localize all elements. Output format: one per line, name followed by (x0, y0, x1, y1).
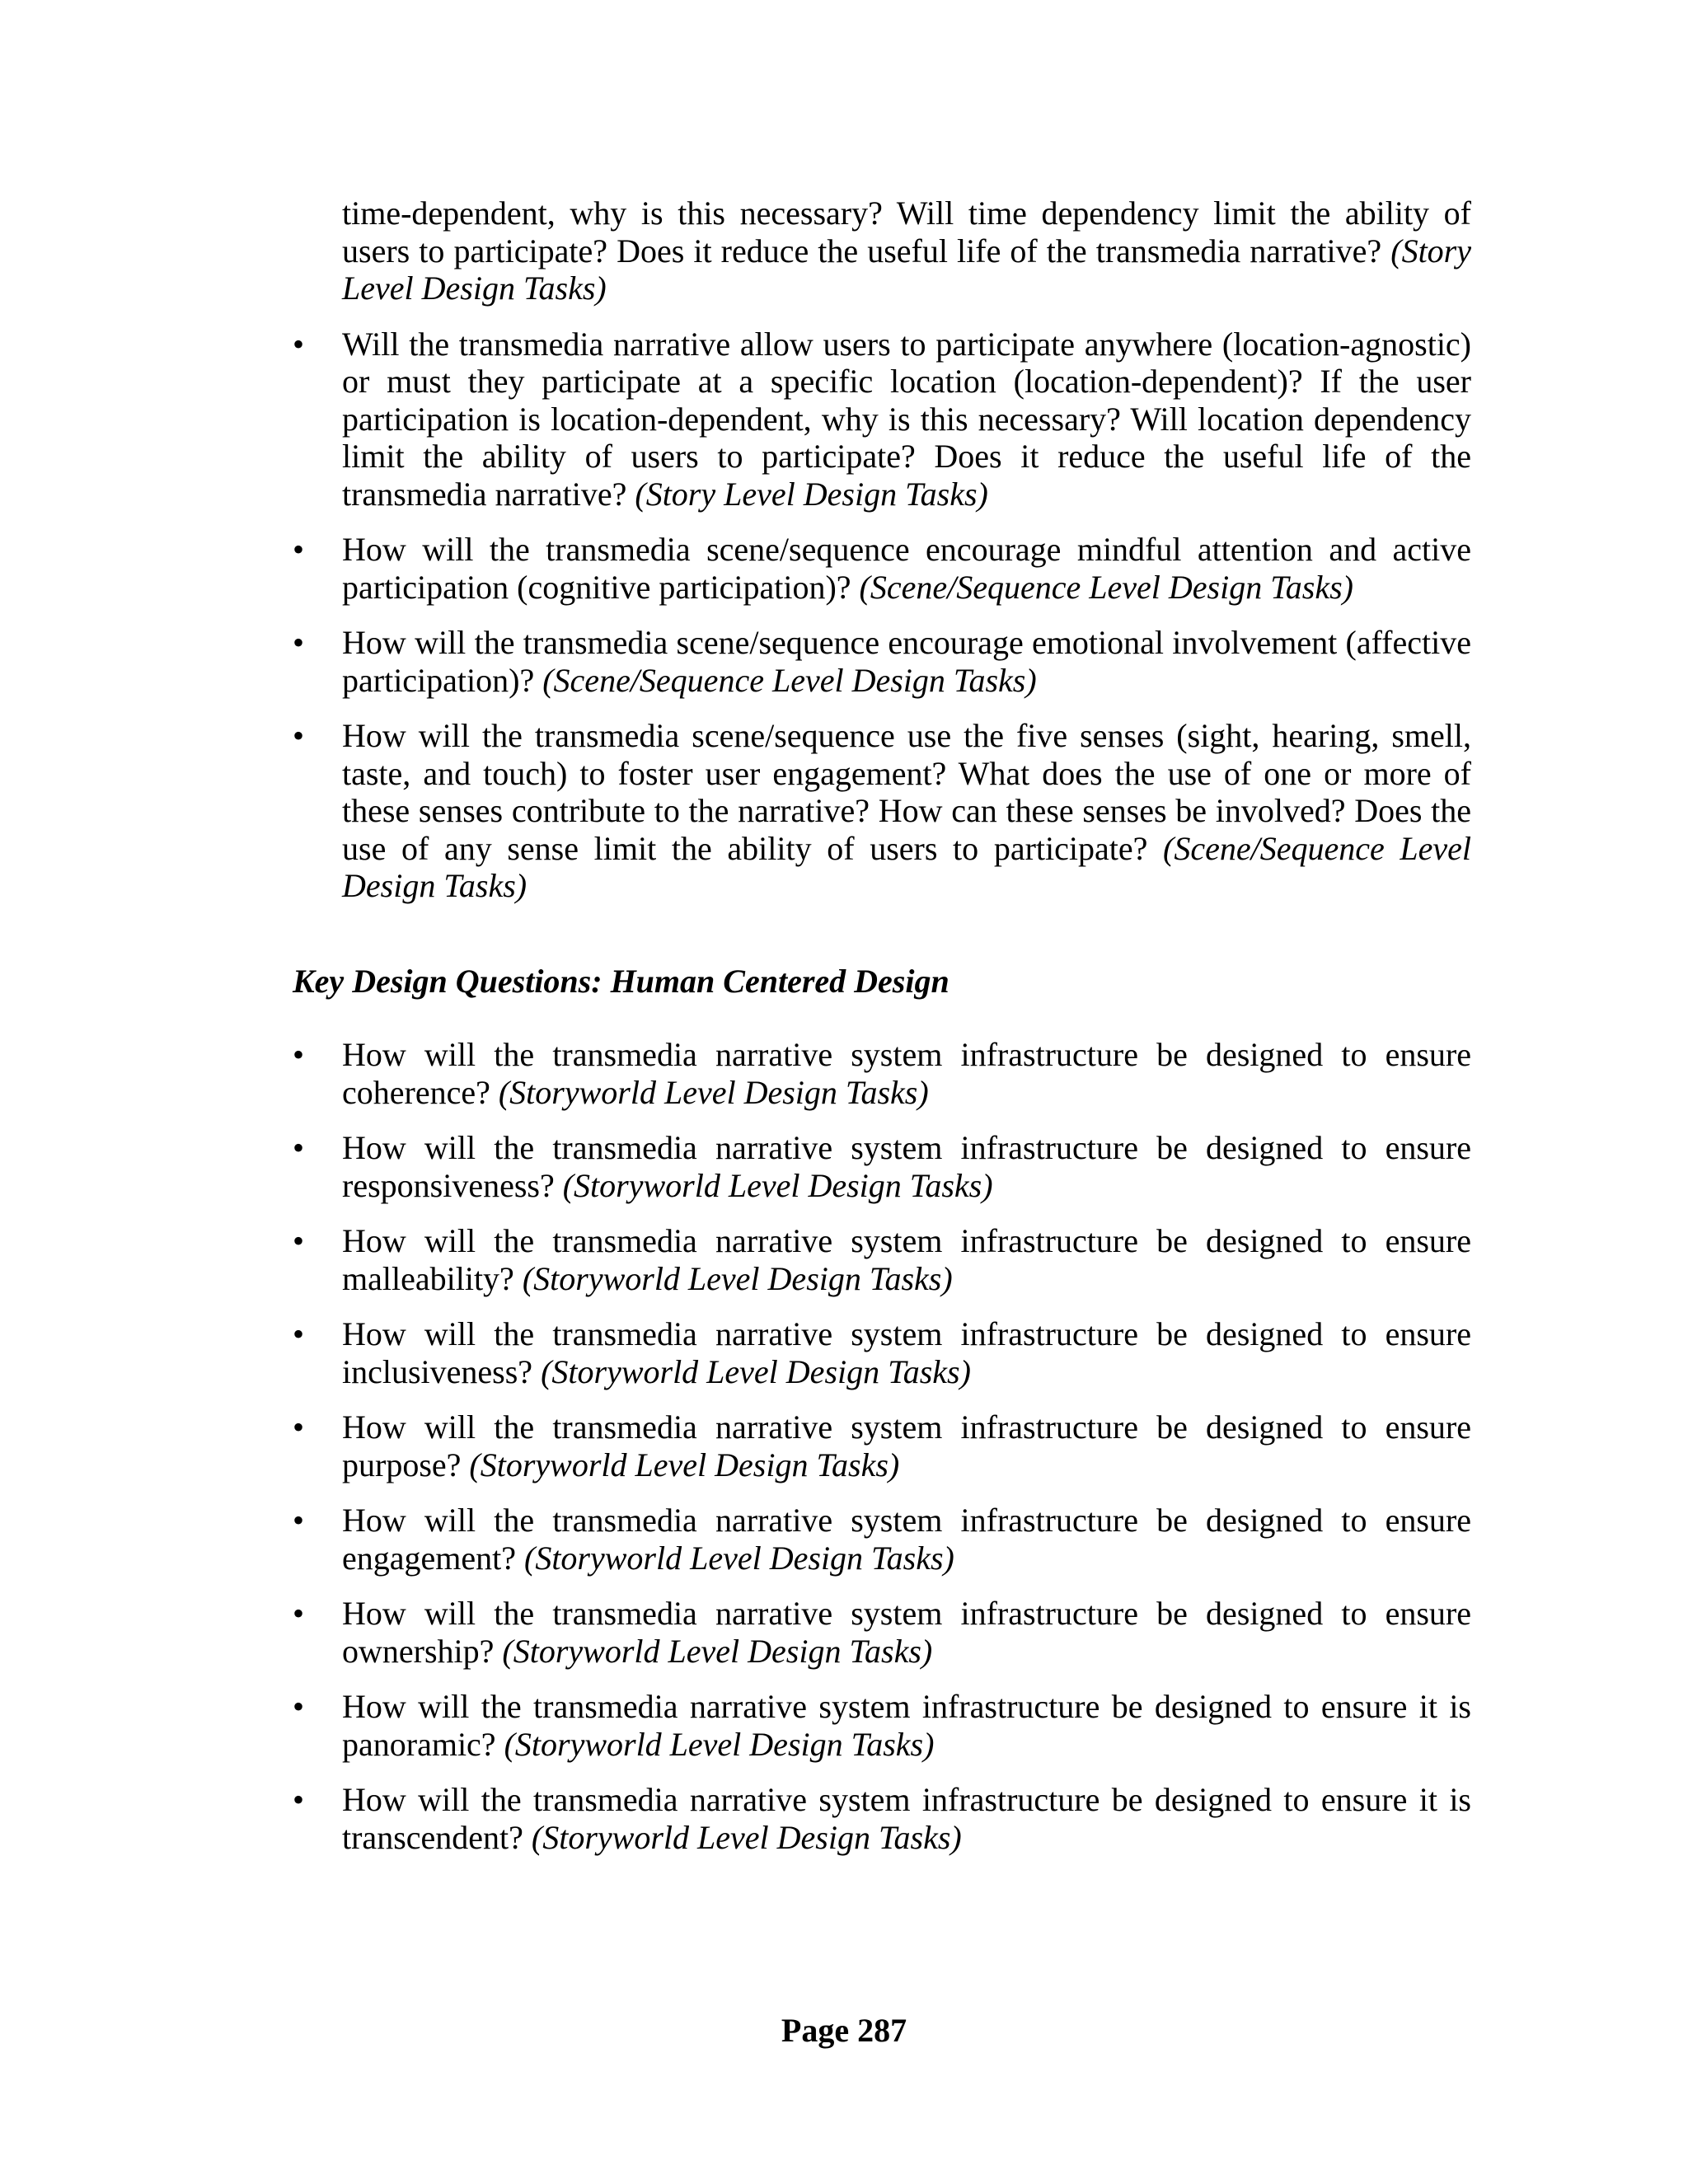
question-text: How will the transmedia narrative system infrastructure be designed to ensure ownership? (342, 1595, 1471, 1670)
question-text: How will the transmedia scene/sequence encourage mindful attention and active participation (cognitive participation)? (342, 531, 1471, 606)
design-task-reference: (Scene/Sequence Level Design Tasks) (342, 829, 1471, 904)
list-item (293, 1222, 1471, 1297)
design-task-reference: (Story Level Design Tasks) (635, 475, 988, 513)
question-text: How will the transmedia narrative system infrastructure be designed to ensure responsiveness? (342, 1129, 1471, 1204)
bullet-icon: • (293, 1595, 305, 1632)
list-item (293, 1036, 1471, 1111)
design-task-reference: (Storyworld Level Design Tasks) (498, 1073, 929, 1111)
bullet-icon: • (293, 1222, 305, 1259)
bullet-icon: • (293, 1036, 305, 1073)
list-item (293, 531, 1471, 606)
design-task-reference: (Storyworld Level Design Tasks) (531, 1818, 962, 1856)
design-task-reference: (Storyworld Level Design Tasks) (522, 1259, 953, 1297)
list-item (293, 1315, 1471, 1390)
design-task-reference: (Storyworld Level Design Tasks) (524, 1539, 954, 1577)
question-text: time-dependent, why is this necessary? Will time dependency limit the ability of users to participate? Does it reduce the useful life of the transmedia narrative? (342, 194, 1471, 269)
question-text: How will the transmedia narrative system infrastructure be designed to ensure it is panoramic? (342, 1688, 1471, 1763)
page-content (293, 194, 1471, 1874)
bullet-icon: • (293, 717, 305, 754)
list-item (293, 1688, 1471, 1763)
question-text: How will the transmedia narrative system infrastructure be designed to ensure engagement? (342, 1502, 1471, 1577)
page-number: Page 287 (781, 2012, 907, 2049)
question-list-human-centered-design (293, 1036, 1471, 1856)
question-text: Will the transmedia narrative allow users to participate anywhere (location-agnostic) or must they participate at a specific location (location-dependent)? If the user participation is location-dependent, why is this necessary? Will location dependency limit the ability of users to participate? Does it reduce the useful life of the transmedia narrative? (342, 325, 1471, 513)
list-item (293, 1502, 1471, 1577)
design-task-reference: (Scene/Sequence Level Design Tasks) (859, 568, 1353, 606)
list-item (293, 326, 1471, 513)
bullet-icon: • (293, 1315, 305, 1352)
bullet-icon: • (293, 1129, 305, 1166)
design-task-reference: (Storyworld Level Design Tasks) (541, 1352, 971, 1390)
section-heading: Key Design Questions: Human Centered Design (293, 962, 950, 1000)
bullet-icon: • (293, 1688, 305, 1725)
bullet-icon: • (293, 1408, 305, 1446)
design-task-reference: (Storyworld Level Design Tasks) (504, 1725, 935, 1763)
bullet-icon: • (293, 1502, 305, 1539)
question-text: How will the transmedia narrative system infrastructure be designed to ensure coherence? (342, 1036, 1471, 1111)
bullet-icon: • (293, 624, 305, 661)
list-item (293, 717, 1471, 905)
design-task-reference: (Storyworld Level Design Tasks) (469, 1446, 900, 1483)
list-item (293, 194, 1471, 307)
question-text: How will the transmedia narrative system infrastructure be designed to ensure purpose? (342, 1408, 1471, 1483)
list-item (293, 624, 1471, 699)
bullet-icon: • (293, 1781, 305, 1818)
design-task-reference: (Storyworld Level Design Tasks) (502, 1632, 933, 1670)
question-text: How will the transmedia narrative system infrastructure be designed to ensure it is transcendent? (342, 1781, 1471, 1856)
list-item (293, 1781, 1471, 1856)
list-item (293, 1595, 1471, 1670)
list-item (293, 1408, 1471, 1483)
bullet-icon: • (293, 531, 305, 568)
bullet-icon: • (293, 325, 305, 363)
question-text: How will the transmedia narrative system infrastructure be designed to ensure malleability? (342, 1222, 1471, 1297)
question-list-participation (293, 194, 1471, 905)
question-text: How will the transmedia narrative system infrastructure be designed to ensure inclusiveness? (342, 1315, 1471, 1390)
design-task-reference: (Storyworld Level Design Tasks) (562, 1166, 993, 1204)
list-item (293, 1129, 1471, 1204)
question-text: How will the transmedia scene/sequence encourage emotional involvement (affective participation)? (342, 624, 1471, 699)
question-text: How will the transmedia scene/sequence use the five senses (sight, hearing, smell, taste, and touch) to foster user engagement? What does the use of one or more of these senses contribute to the narrative? How can these senses be involved? Does the use of any sense limit the ability of users to participate? (342, 717, 1471, 867)
design-task-reference: (Story Level Design Tasks) (342, 232, 1472, 307)
design-task-reference: (Scene/Sequence Level Design Tasks) (542, 661, 1037, 699)
